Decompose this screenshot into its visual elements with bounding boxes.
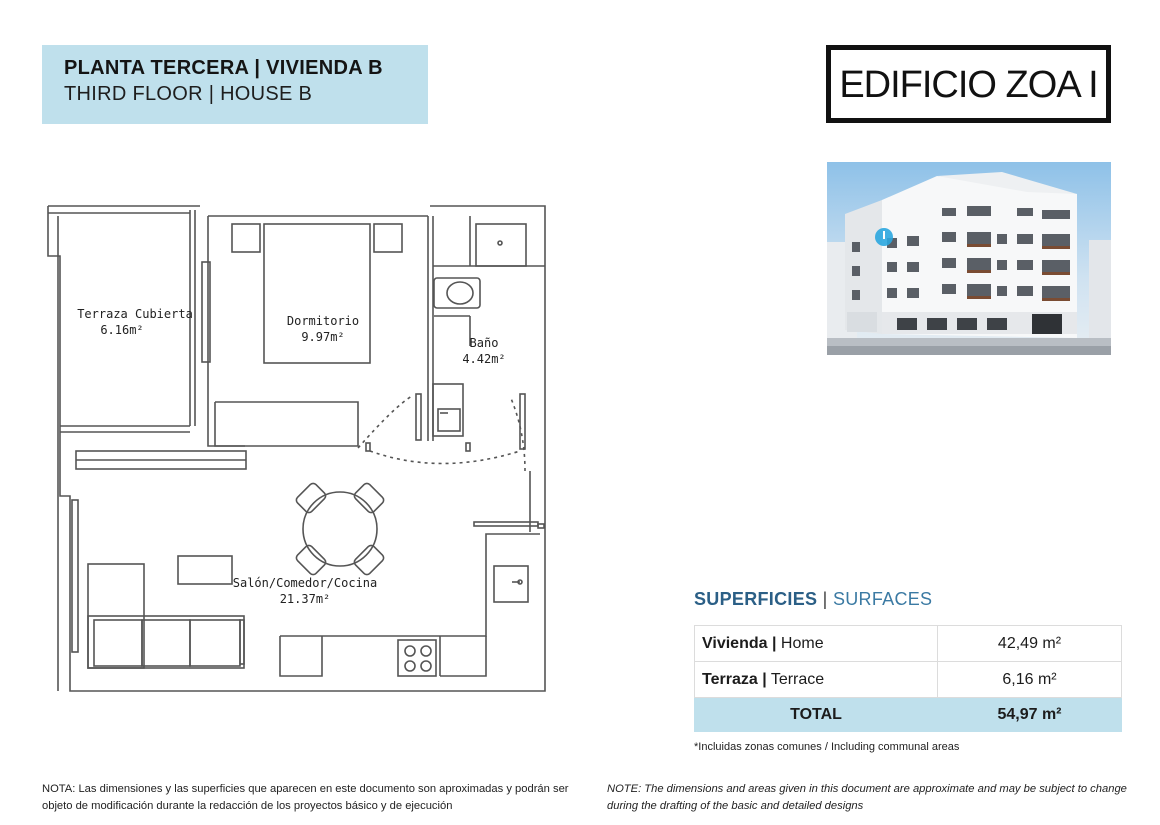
total-value: 54,97 m² <box>938 698 1122 732</box>
title-box <box>42 45 428 124</box>
room-label-terrace: Terraza Cubierta <box>77 307 193 321</box>
label-en-terrace: Terrace <box>770 670 825 688</box>
title-spanish: PLANTA TERCERA | VIVIENDA B <box>64 57 383 79</box>
room-label-bedroom: Dormitorio <box>286 314 360 328</box>
row-value-terrace: 6,16 m² <box>938 662 1122 698</box>
disclaimer-spanish: NOTA: Las dimensiones y las superficies que aparecen en este documento son aproximadas y podrán ser objeto de modificación durante la redacción de los proyectos básico y de ejecución <box>42 783 569 812</box>
room-area-bedroom: 9.97m² <box>301 330 345 344</box>
floor-plan <box>40 196 560 701</box>
label-en-home: Home <box>780 634 824 652</box>
table-row-total <box>695 698 1122 732</box>
logo-bar-top <box>831 45 1106 50</box>
surfaces-table <box>694 625 1122 732</box>
room-area-terrace: 6.16m² <box>100 323 144 337</box>
disclaimer-english: NOTE: The dimensions and areas given in this document are approximate and may be subject to change during the drafting of the basic and detailed designs <box>607 783 1127 812</box>
surfaces-title-en: SURFACES <box>832 589 933 609</box>
label-es-terrace: Terraza <box>702 670 758 688</box>
label-sep-home: | <box>771 634 777 652</box>
row-label-home <box>695 626 938 662</box>
table-row-terrace <box>695 662 1122 698</box>
label-sep-terrace: | <box>762 670 767 688</box>
surfaces-title-es: SUPERFICIES <box>694 589 818 609</box>
label-es-home: Vivienda <box>702 634 768 652</box>
building-logo <box>826 45 1111 123</box>
building-render-image <box>827 162 1111 355</box>
title-english: THIRD FLOOR | HOUSE B <box>64 83 313 105</box>
surfaces-title-separator: | <box>822 589 828 609</box>
room-area-bathroom: 4.42m² <box>462 352 506 366</box>
room-label-living: Salón/Comedor/Cocina <box>232 576 378 590</box>
total-label: TOTAL <box>695 698 938 732</box>
row-value-home: 42,49 m² <box>938 626 1122 662</box>
row-label-terrace <box>695 662 938 698</box>
communal-areas-footnote: *Incluidas zonas comunes / Including communal areas <box>694 741 960 753</box>
table-row-home <box>695 626 1122 662</box>
logo-text: EDIFICIO ZOA I <box>839 64 1098 106</box>
room-label-bathroom: Baño <box>469 336 499 350</box>
logo-bar-bottom <box>831 118 1106 123</box>
room-area-living: 21.37m² <box>279 592 331 606</box>
surfaces-title <box>694 589 932 610</box>
